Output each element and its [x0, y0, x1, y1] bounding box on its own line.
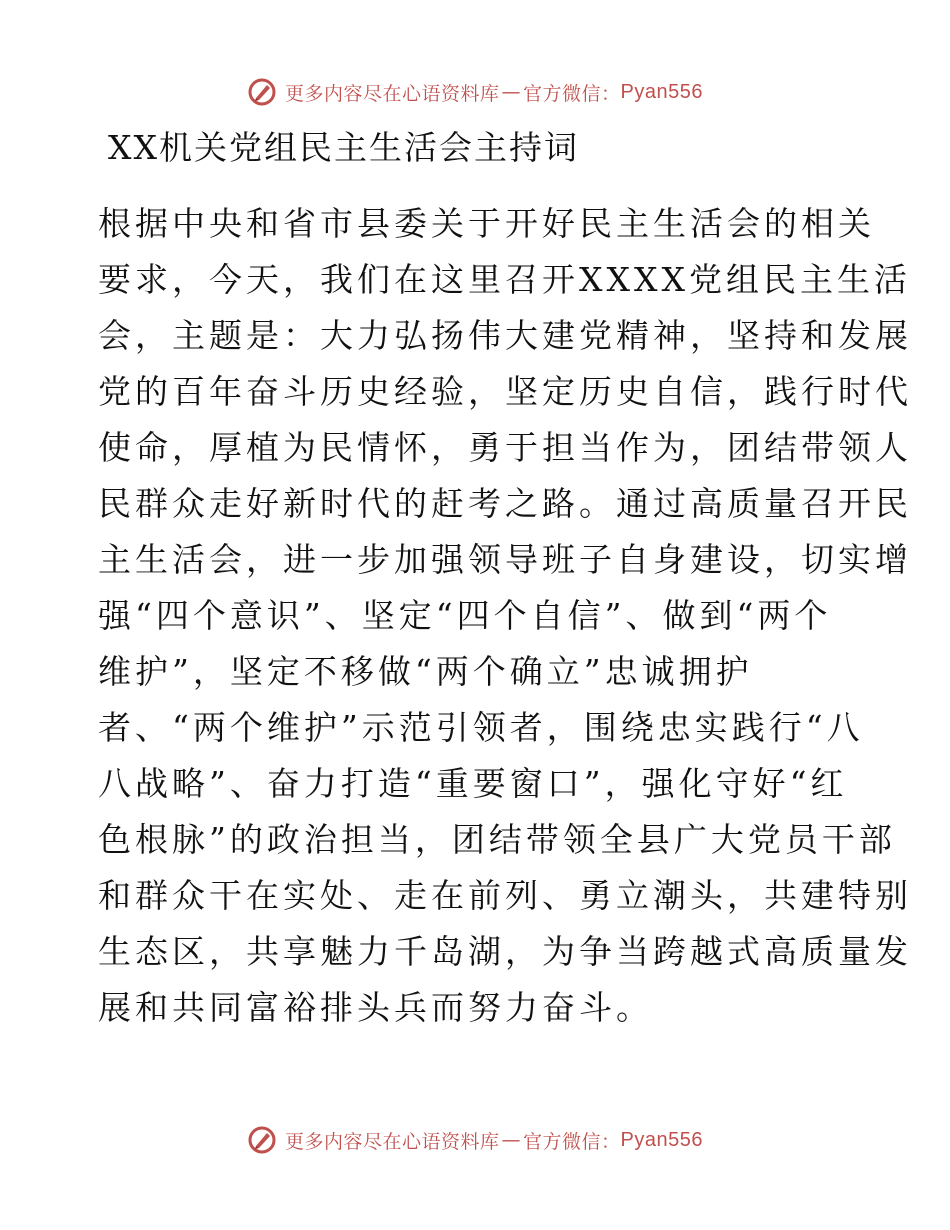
watermark-id: Pyan556 — [620, 80, 703, 103]
watermark-label: 官方微信： — [523, 82, 621, 105]
watermark-dash: — — [501, 81, 522, 103]
body-line: 民群众走好新时代的赶考之路。通过高质量召开民 — [98, 484, 912, 523]
pen-logo-icon — [247, 1125, 277, 1155]
body-line: 会，主题是：大力弘扬伟大建党精神，坚持和发展 — [98, 316, 912, 355]
body-line: 八战略”、奋力打造“重要窗口”，强化守好“红 — [98, 764, 848, 803]
body-line: 色根脉”的政治担当，团结带领全县广大党员干部 — [98, 820, 896, 859]
body-line: 要求，今天，我们在这里召开XXXX党组民主生活 — [98, 260, 911, 299]
body-line: 主生活会，进一步加强领导班子自身建设，切实增 — [98, 540, 912, 579]
header-watermark — [0, 72, 950, 112]
watermark-id: Pyan556 — [620, 1128, 703, 1151]
body-line: 展和共同富裕排头兵而努力奋斗。 — [98, 988, 653, 1027]
body-line: 党的百年奋斗历史经验，坚定历史自信，践行时代 — [98, 372, 912, 411]
document-title: XX机关党组民主生活会主持词 — [108, 128, 579, 167]
body-line: 根据中央和省市县委关于开好民主生活会的相关 — [98, 204, 875, 243]
watermark-main-text: 更多内容尽在心语资料库 — [285, 82, 500, 105]
body-line: 和群众干在实处、走在前列、勇立潮头，共建特别 — [98, 876, 912, 915]
body-line: 维护”，坚定不移做“两个确立”忠诚拥护 — [98, 652, 753, 691]
watermark-main-text: 更多内容尽在心语资料库 — [285, 1130, 500, 1153]
pen-logo-icon — [247, 77, 277, 107]
body-line: 生态区，共享魅力千岛湖，为争当跨越式高质量发 — [98, 932, 912, 971]
body-line: 者、“两个维护”示范引领者，围绕忠实践行“八 — [98, 708, 864, 747]
document-body — [98, 196, 912, 1036]
body-line: 使命，厚植为民情怀，勇于担当作为，团结带领人 — [98, 428, 912, 467]
footer-watermark — [0, 1120, 950, 1160]
body-line: 强“四个意识”、坚定“四个自信”、做到“两个 — [98, 596, 832, 635]
watermark-dash: — — [501, 1129, 522, 1151]
watermark-label: 官方微信： — [523, 1130, 621, 1153]
